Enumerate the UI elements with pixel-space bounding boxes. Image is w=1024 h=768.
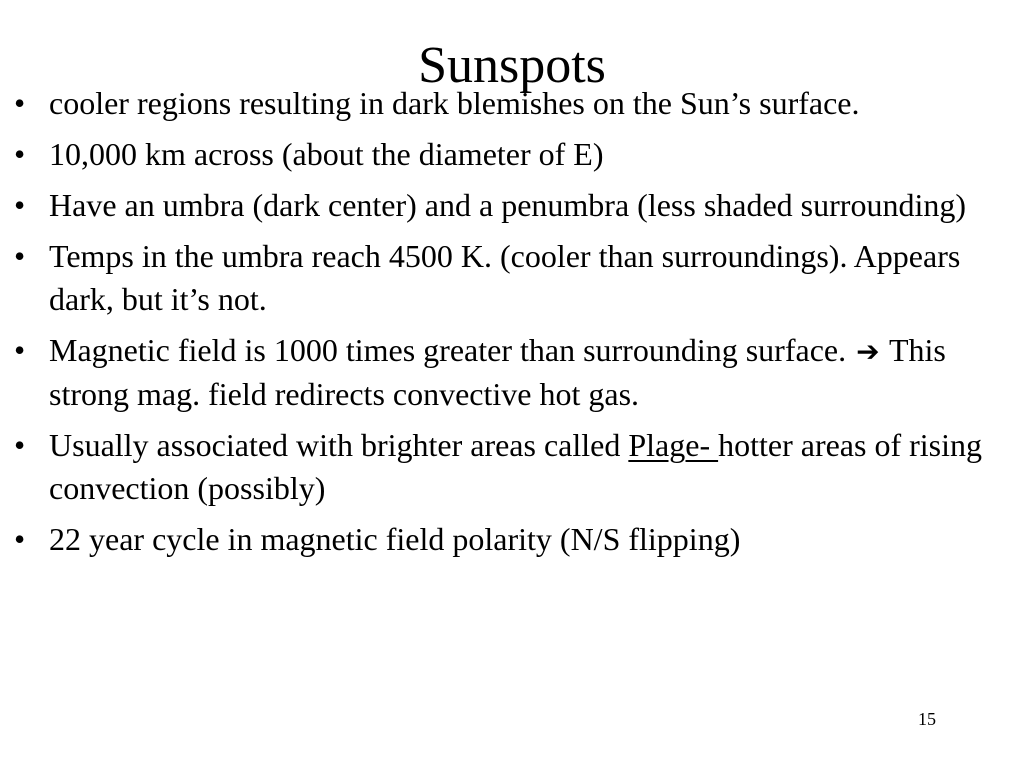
slide-title: Sunspots — [418, 37, 606, 94]
bullet-text: cooler regions resulting in dark blemishes on the Sun’s surface. — [49, 85, 860, 121]
bullet-dot: • — [14, 521, 26, 557]
bullet-item — [14, 133, 994, 176]
bullet-text — [49, 332, 946, 412]
bullet-text: 22 year cycle in magnetic field polarity (N/S flipping) — [49, 521, 741, 557]
bullet-item — [14, 82, 994, 125]
bullet-dot: • — [14, 332, 26, 368]
bullet-text-start: Usually associated with brighter areas called — [49, 427, 629, 463]
bullet-text-start: Magnetic field is 1000 times greater than surrounding surface. — [49, 332, 855, 368]
bullet-dot: • — [14, 85, 26, 121]
bullet-text: 10,000 km across (about the diameter of E) — [49, 136, 604, 172]
bullet-dot: • — [14, 187, 26, 223]
bullet-text-end: hotter areas of rising convection (possibly) — [49, 427, 982, 506]
bullet-item — [14, 235, 994, 321]
bullet-dot: • — [14, 136, 26, 172]
bullet-dot: • — [14, 238, 26, 274]
bullet-text: Temps in the umbra reach 4500 K. (cooler than surroundings). Appears dark, but it’s not. — [49, 238, 961, 317]
bullet-list — [14, 82, 994, 569]
slide-number: 15 — [918, 709, 936, 729]
bullet-item — [14, 184, 994, 227]
bullet-item — [14, 518, 994, 561]
bullet-dot: • — [14, 427, 26, 463]
plage-term: Plage- — [628, 427, 719, 463]
bullet-text: Have an umbra (dark center) and a penumbra (less shaded surrounding) — [49, 187, 966, 223]
bullet-text-end: This strong mag. field redirects convective hot gas. — [49, 332, 946, 412]
bullet-item — [14, 329, 994, 416]
right-arrow-icon: ➔ — [856, 335, 880, 368]
bullet-text — [49, 427, 982, 506]
bullet-item — [14, 424, 994, 510]
